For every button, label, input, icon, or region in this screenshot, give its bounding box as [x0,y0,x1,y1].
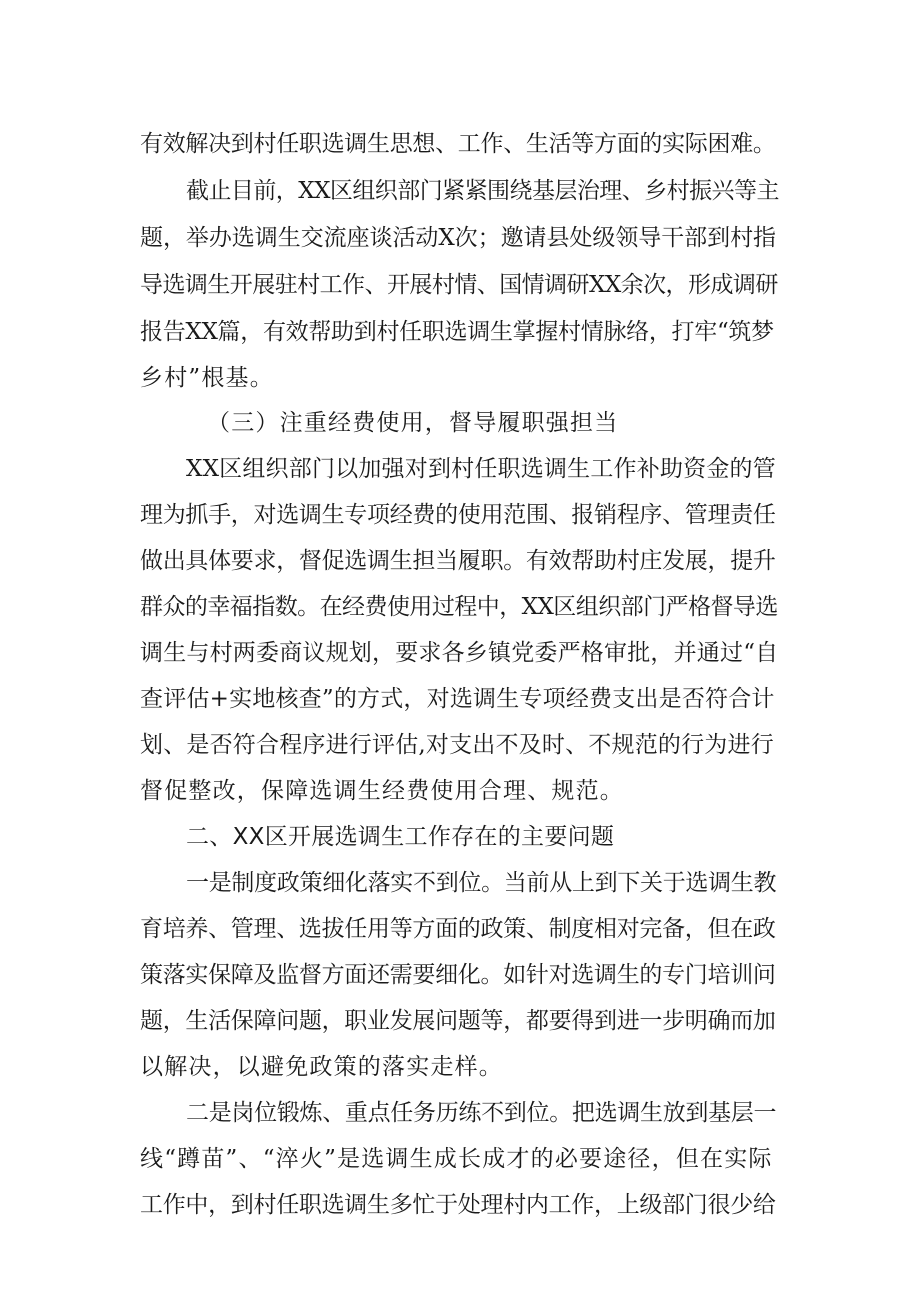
section-subheading: （三）注重经费使用，督导履职强担当 [207,410,619,436]
paragraph-line: 有效解决到村任职选调生思想、工作、生活等方面的实际困难。 [140,131,776,157]
paragraph-line: 育培养、管理、选拔任用等方面的政策、制度相对完备，但在政 [140,916,776,942]
paragraph-line: 划、是否符合程序进行评估,对支出不及时、不规范的行为进行 [140,732,774,758]
paragraph-line: 二是岗位锻炼、重点任务历练不到位。把选调生放到基层一 [186,1100,777,1126]
paragraph-line: 调生与村两委商议规划，要求各乡镇党委严格审批，并通过“自 [140,640,779,666]
paragraph-line: 督促整改，保障选调生经费使用合理、规范。 [140,778,624,804]
paragraph-line: 导选调生开展驻村工作、开展村情、国情调研XX余次，形成调研 [140,272,778,298]
paragraph-line: 题，举办选调生交流座谈活动X次；邀请县处级领导干部到村指 [140,225,776,251]
paragraph-line: 做出具体要求，督促选调生担当履职。有效帮助村庄发展，提升 [140,548,776,574]
paragraph-line: 截止目前，XX区组织部门紧紧围绕基层治理、乡村振兴等主 [186,178,779,204]
paragraph-line: 查评估+实地核查”的方式，对选调生专项经费支出是否符合计 [140,686,775,712]
paragraph-line: 工作中，到村任职选调生多忙于处理村内工作，上级部门很少给 [140,1192,776,1218]
paragraph-line: 线“蹲苗”、“淬火”是选调生成长成才的必要途径，但在实际 [140,1146,773,1172]
section-heading: 二、XX区开展选调生工作存在的主要问题 [186,824,615,850]
paragraph-line: 一是制度政策细化落实不到位。当前从上到下关于选调生教 [186,870,777,896]
paragraph-line: 题，生活保障问题，职业发展问题等，都要得到进一步明确而加 [140,1008,776,1034]
paragraph-line: 报告XX篇，有效帮助到村任职选调生掌握村情脉络，打牢“筑梦 [140,319,774,345]
paragraph-line: XX区组织部门以加强对到村任职选调生工作补助资金的管 [186,456,776,482]
paragraph-line: 群众的幸福指数。在经费使用过程中，XX区组织部门严格督导选 [140,594,778,620]
paragraph-line: 乡村”根基。 [140,365,274,391]
paragraph-line: 以解决，以避免政策的落实走样。 [140,1054,503,1080]
paragraph-line: 策落实保障及监督方面还需要细化。如针对选调生的专门培训问 [140,962,776,988]
paragraph-line: 理为抓手，对选调生专项经费的使用范围、报销程序、管理责任 [140,502,776,528]
